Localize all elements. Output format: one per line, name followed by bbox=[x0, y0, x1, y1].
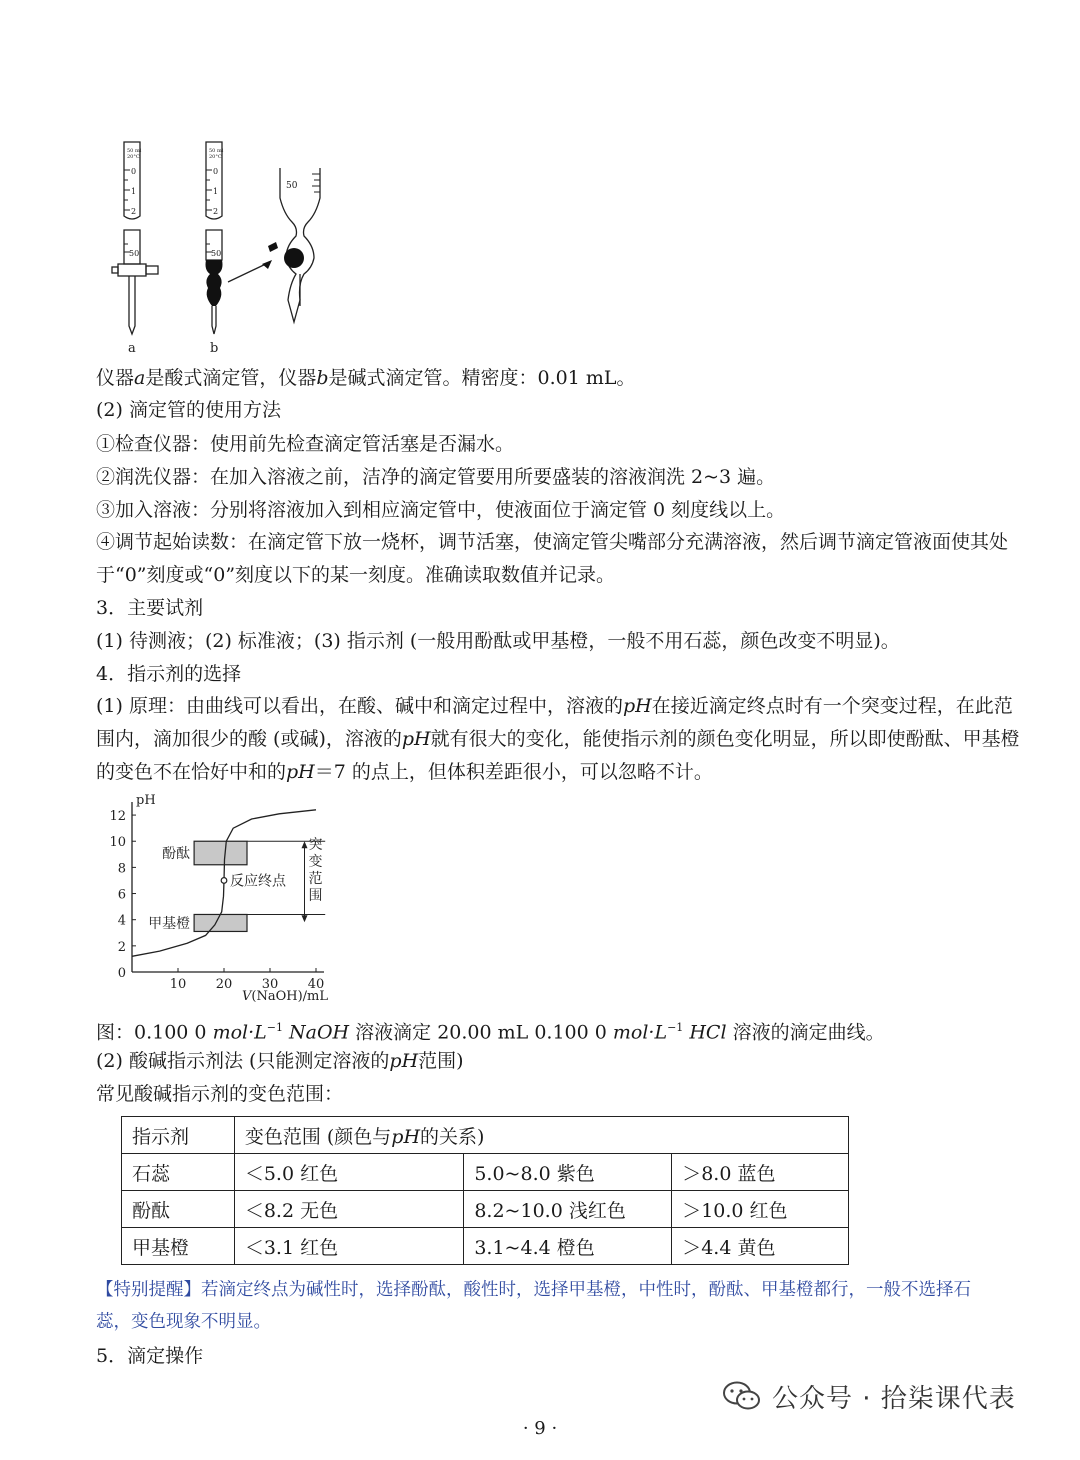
text-run: 在接近滴定终点时有一个突变过程，在此范 bbox=[651, 695, 1013, 717]
jump-arrow-up bbox=[302, 841, 308, 848]
y-tick-label: 2 bbox=[117, 939, 126, 955]
step-2: ②润洗仪器：在加入溶液之前，洁净的滴定管要用所要盛装的溶液润洗 2~3 遍。 bbox=[96, 466, 776, 488]
glass-bead-tube bbox=[206, 260, 223, 306]
heading-indicator: 4．指示剂的选择 bbox=[96, 663, 242, 685]
indicator-band bbox=[194, 841, 247, 865]
table-row bbox=[122, 1228, 849, 1265]
unit: mol·L bbox=[212, 1021, 267, 1044]
text-run: 的关系) bbox=[420, 1125, 485, 1148]
y-tick-label: 12 bbox=[109, 809, 126, 825]
jump-range-label-char: 围 bbox=[308, 888, 323, 905]
step-1: ①检查仪器：使用前先检查滴定管活塞是否漏水。 bbox=[96, 433, 515, 455]
step-4-line-2: 于“0”刻度或“0”刻度以下的某一刻度。准确读取数值并记录。 bbox=[96, 564, 616, 586]
table-cell: ＞4.4 黄色 bbox=[672, 1228, 849, 1265]
table-header-range bbox=[234, 1117, 848, 1154]
tube-a-tick-50: 50 bbox=[129, 249, 140, 258]
reagents-list: (1) 待测液；(2) 标准液；(3) 指示剂 (一般用酚酞或甲基橙，一般不用石蕊，颜色改变不明显)。 bbox=[96, 630, 900, 652]
heading-reagents: 3．主要试剂 bbox=[96, 597, 204, 619]
paragraph-instrument bbox=[96, 364, 996, 392]
table-cell: ＞8.0 蓝色 bbox=[672, 1154, 849, 1191]
tube-b-tick-50: 50 bbox=[211, 249, 222, 258]
acid-stopcock bbox=[118, 264, 146, 276]
x-axis-label-unit: (NaOH)/mL bbox=[251, 989, 328, 1004]
table-row bbox=[122, 1191, 849, 1228]
var-a: a bbox=[134, 367, 146, 389]
special-reminder-line-1: 【特别提醒】若滴定终点为碱性时，选择酚酞，酸性时，选择甲基橙，中性时，酚酞、甲基橙都行，一般不选择石 bbox=[96, 1280, 971, 1300]
table-header-indicator: 指示剂 bbox=[122, 1117, 235, 1154]
titration-chart bbox=[96, 790, 356, 1005]
x-axis-label-var: V bbox=[242, 989, 252, 1004]
x-tick-label: 40 bbox=[307, 977, 325, 992]
step-3: ③加入溶液：分别将溶液加入到相应滴定管中，使液面位于滴定管 0 刻度线以上。 bbox=[96, 499, 786, 521]
y-tick-label: 8 bbox=[117, 861, 126, 877]
table-row bbox=[122, 1154, 849, 1191]
text-run: (2) 酸碱指示剂法 (只能测定溶液的 bbox=[96, 1050, 390, 1072]
indicator-table bbox=[121, 1116, 849, 1265]
text-run: 就有很大的变化，能使指示剂的颜色变化明显，所以即使酚酞、甲基橙 bbox=[430, 728, 1020, 750]
y-axis-label: pH bbox=[136, 793, 156, 808]
page-number: · 9 · bbox=[522, 1418, 558, 1439]
jump-arrow-down bbox=[302, 915, 308, 922]
tube-a-tick-0: 0 bbox=[131, 167, 137, 176]
tube-b-label-1: 50 ml bbox=[209, 148, 224, 154]
jump-range-label-char: 范 bbox=[308, 871, 323, 888]
text-run: ＝7 的点上，但体积差距很小，可以忽略不计。 bbox=[314, 761, 713, 783]
table-cell: ＜8.2 无色 bbox=[234, 1191, 464, 1228]
table-cell: 8.2~10.0 浅红色 bbox=[464, 1191, 672, 1228]
text-run: 范围) bbox=[418, 1050, 464, 1072]
table-cell: ＞10.0 红色 bbox=[672, 1191, 849, 1228]
table-cell: 酚酞 bbox=[122, 1191, 235, 1228]
endpoint-marker bbox=[221, 878, 227, 884]
label-b: b bbox=[210, 341, 219, 356]
indicator-band bbox=[194, 914, 247, 931]
superscript: −1 bbox=[266, 1021, 283, 1034]
principle-line-1 bbox=[96, 692, 1013, 720]
jump-range-label-char: 突 bbox=[308, 837, 323, 854]
text-run: 图：0.100 0 bbox=[96, 1021, 213, 1044]
endpoint-label: 反应终点 bbox=[230, 873, 286, 890]
text-run: 溶液滴定 20.00 mL 0.100 0 bbox=[349, 1021, 613, 1044]
table-cell: ＜5.0 红色 bbox=[234, 1154, 464, 1191]
common-indicators-intro: 常见酸碱指示剂的变色范围： bbox=[96, 1083, 344, 1105]
heading-usage: (2) 滴定管的使用方法 bbox=[96, 399, 281, 421]
y-tick-label: 6 bbox=[117, 887, 126, 903]
chart-caption bbox=[96, 1014, 996, 1046]
var-ph: pH bbox=[286, 761, 315, 783]
band-label: 酚酞 bbox=[162, 846, 191, 862]
tube-a-label-2: 20°C bbox=[127, 154, 140, 160]
principle-line-2 bbox=[96, 725, 1020, 753]
band-label: 甲基橙 bbox=[148, 915, 191, 932]
text-run: 是碱式滴定管。精密度：0.01 mL。 bbox=[328, 367, 636, 389]
table-cell: 5.0~8.0 紫色 bbox=[464, 1154, 672, 1191]
tube-b-tick-0: 0 bbox=[213, 167, 219, 176]
table-cell: 3.1~4.4 橙色 bbox=[464, 1228, 672, 1265]
y-tick-label: 0 bbox=[117, 966, 126, 981]
label-a: a bbox=[128, 341, 136, 356]
var-ph: pH bbox=[391, 1125, 421, 1148]
var-ph: pH bbox=[622, 695, 652, 717]
x-tick-label: 30 bbox=[261, 977, 279, 992]
principle-line-3 bbox=[96, 758, 996, 786]
tube-b-tick-1: 1 bbox=[213, 187, 219, 196]
superscript: −1 bbox=[667, 1021, 684, 1034]
step-4-line-1: ④调节起始读数：在滴定管下放一烧杯，调节活塞，使滴定管尖嘴部分充满溶液，然后调节滴定管液面使其处 bbox=[96, 531, 1009, 553]
y-tick-label: 10 bbox=[109, 835, 126, 851]
special-reminder-line-2: 蕊，变色现象不明显。 bbox=[96, 1312, 271, 1332]
acid-burette-lower bbox=[124, 230, 140, 264]
text-run: 是酸式滴定管，仪器 bbox=[145, 367, 317, 389]
zoom-tick-50: 50 bbox=[286, 181, 298, 191]
heading-titration-operation: 5．滴定操作 bbox=[96, 1345, 204, 1367]
text-run: (1) 原理：由曲线可以看出，在酸、碱中和滴定过程中，溶液的 bbox=[96, 695, 623, 717]
var-ph: pH bbox=[401, 728, 431, 750]
text-run: 仪器 bbox=[96, 367, 135, 389]
text-run: 的变色不在恰好中和的 bbox=[96, 761, 287, 783]
tube-a-tick-1: 1 bbox=[131, 187, 137, 196]
text-run: 变色范围 (颜色与 bbox=[244, 1125, 392, 1148]
watermark-bar bbox=[722, 1376, 1016, 1416]
var-b: b bbox=[316, 367, 329, 389]
watermark-text: 公众号 · 拾柒课代表 bbox=[772, 1383, 1016, 1414]
wechat-icon bbox=[722, 1380, 762, 1412]
x-tick-label: 20 bbox=[215, 977, 233, 992]
formula-hcl: HCl bbox=[689, 1021, 727, 1044]
arrow-head bbox=[262, 260, 272, 269]
table-cell: ＜3.1 红色 bbox=[234, 1228, 464, 1265]
text-run: 围内，滴加很少的酸 (或碱)，溶液的 bbox=[96, 728, 402, 750]
tube-a-tick-2: 2 bbox=[131, 207, 137, 216]
tube-a-label-1: 50 ml bbox=[127, 148, 142, 154]
burette-figure bbox=[100, 130, 360, 358]
var-ph: pH bbox=[389, 1050, 419, 1072]
text-run: 溶液的滴定曲线。 bbox=[726, 1021, 885, 1044]
x-tick-label: 10 bbox=[169, 977, 187, 992]
table-cell: 石蕊 bbox=[122, 1154, 235, 1191]
y-tick-label: 4 bbox=[117, 913, 126, 929]
formula-naoh: NaOH bbox=[289, 1021, 350, 1044]
table-header-row bbox=[122, 1117, 849, 1154]
unit: mol·L bbox=[612, 1021, 668, 1044]
heading-acid-base-indicator bbox=[96, 1047, 996, 1075]
jump-range-label-char: 变 bbox=[308, 854, 323, 871]
tube-b-tick-2: 2 bbox=[213, 207, 219, 216]
glass-bead bbox=[284, 248, 304, 268]
tube-b-label-2: 20°C bbox=[209, 154, 222, 160]
table-cell: 甲基橙 bbox=[122, 1228, 235, 1265]
